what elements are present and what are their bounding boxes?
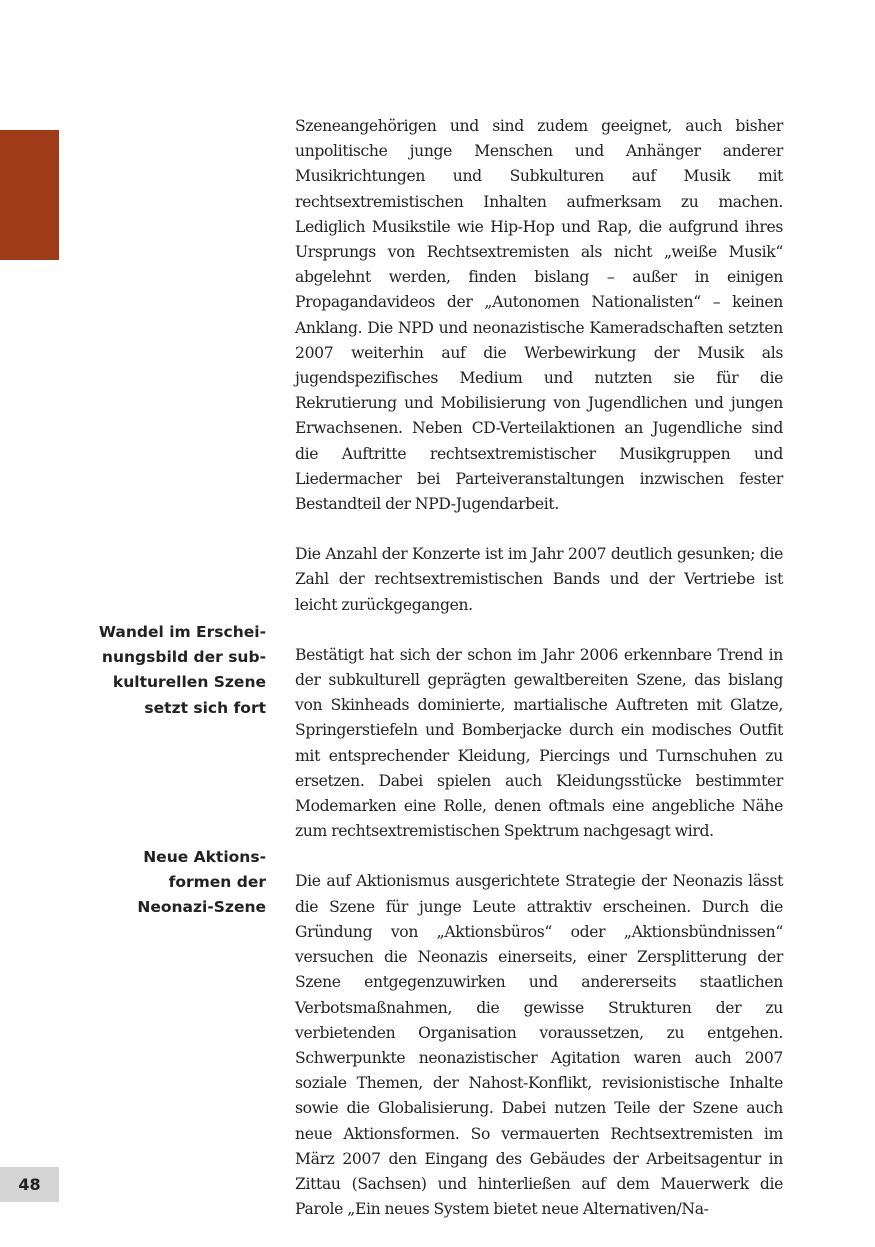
paragraph-erscheinungsbild: Bestätigt hat sich der schon im Jahr 2006 erkennbare Trend in der subkulturell geprägten gewaltbereiten Szene, das bislang von Skinheads dominierte, martialische Auftreten mit Glatze, Springerstiefeln und Bomberjacke durch ein modisches Outfit mit entsprechender Kleidung, Piercings und Turnschuhen zu ersetzen. Dabei spielen auch Kleidungsstücke bestimmter Modemarken eine Rolle, denen oftmals eine angebliche Nähe zum rechtsextremistischen Spektrum nachgesagt wird.: [295, 645, 783, 841]
side-heading-wandel: Wandel im Erschei- nungsbild der sub- kulturellen Szene setzt sich fort: [98, 623, 266, 717]
page-number: 48: [0, 1167, 59, 1202]
side-heading-aktionsformen: Neue Aktions- formen der Neonazi-Szene: [137, 848, 266, 917]
chapter-tab-marker: [0, 130, 59, 260]
body-text-column: [295, 114, 783, 1247]
paragraph-aktionismus: Die auf Aktionismus ausgerichtete Strategie der Neonazis lässt die Szene für junge Leute attraktiv erscheinen. Durch die Gründung von „Aktionsbüros“ oder „Aktionsbündnissen“ versuchen die Neonazis einerseits, einer Zersplitterung der Szene entgegenzuwirken und andererseits staatlichen Verbotsmaßnahmen, die gewisse Strukturen der zu verbietenden Organisation voraussetzen, zu entgehen. Schwerpunkte neonazistischer Agitation waren auch 2007 soziale Themen, der Nahost-Konflikt, revisionistische Inhalte sowie die Globalisierung. Dabei nutzen Teile der Szene auch neue Aktionsformen. So vermauerten Rechtsextremisten im März 2007 den Eingang des Gebäudes der Arbeitsagentur in Zittau (Sachsen) und hinterließen auf dem Mauerwerk die Parole „Ein neues System bietet neue Alternativen/Na-: [295, 872, 783, 1219]
paragraph-konzerte: Die Anzahl der Konzerte ist im Jahr 2007 deutlich gesunken; die Zahl der rechtsextremistischen Bands und der Vertriebe ist leicht zurückgegangen.: [295, 545, 783, 614]
paragraph-musik: Szeneangehörigen und sind zudem geeignet, auch bisher unpolitische junge Menschen und Anhänger anderer Musikrichtungen und Subkulturen auf Musik mit rechtsextremistischen Inhalten aufmerksam zu machen. Lediglich Musikstile wie Hip-Hop und Rap, die aufgrund ihres Ursprungs von Rechtsextremisten als nicht „weiße Musik“ abgelehnt werden, finden bislang – außer in einigen Propagandavideos der „Autonomen Nationalisten“ – keinen Anklang. Die NPD und neonazistische Kameradschaften setzten 2007 weiterhin auf die Werbewirkung der Musik als jugendspezifisches Medium und nutzten sie für die Rekrutierung und Mobilisierung von Jugendlichen und jungen Erwachsenen. Neben CD-Verteilaktionen an Jugendliche sind die Auftritte rechtsextremistischer Musikgruppen und Liedermacher bei Parteiveranstaltungen inzwischen fester Bestandteil der NPD-Jugendarbeit.: [295, 117, 783, 514]
